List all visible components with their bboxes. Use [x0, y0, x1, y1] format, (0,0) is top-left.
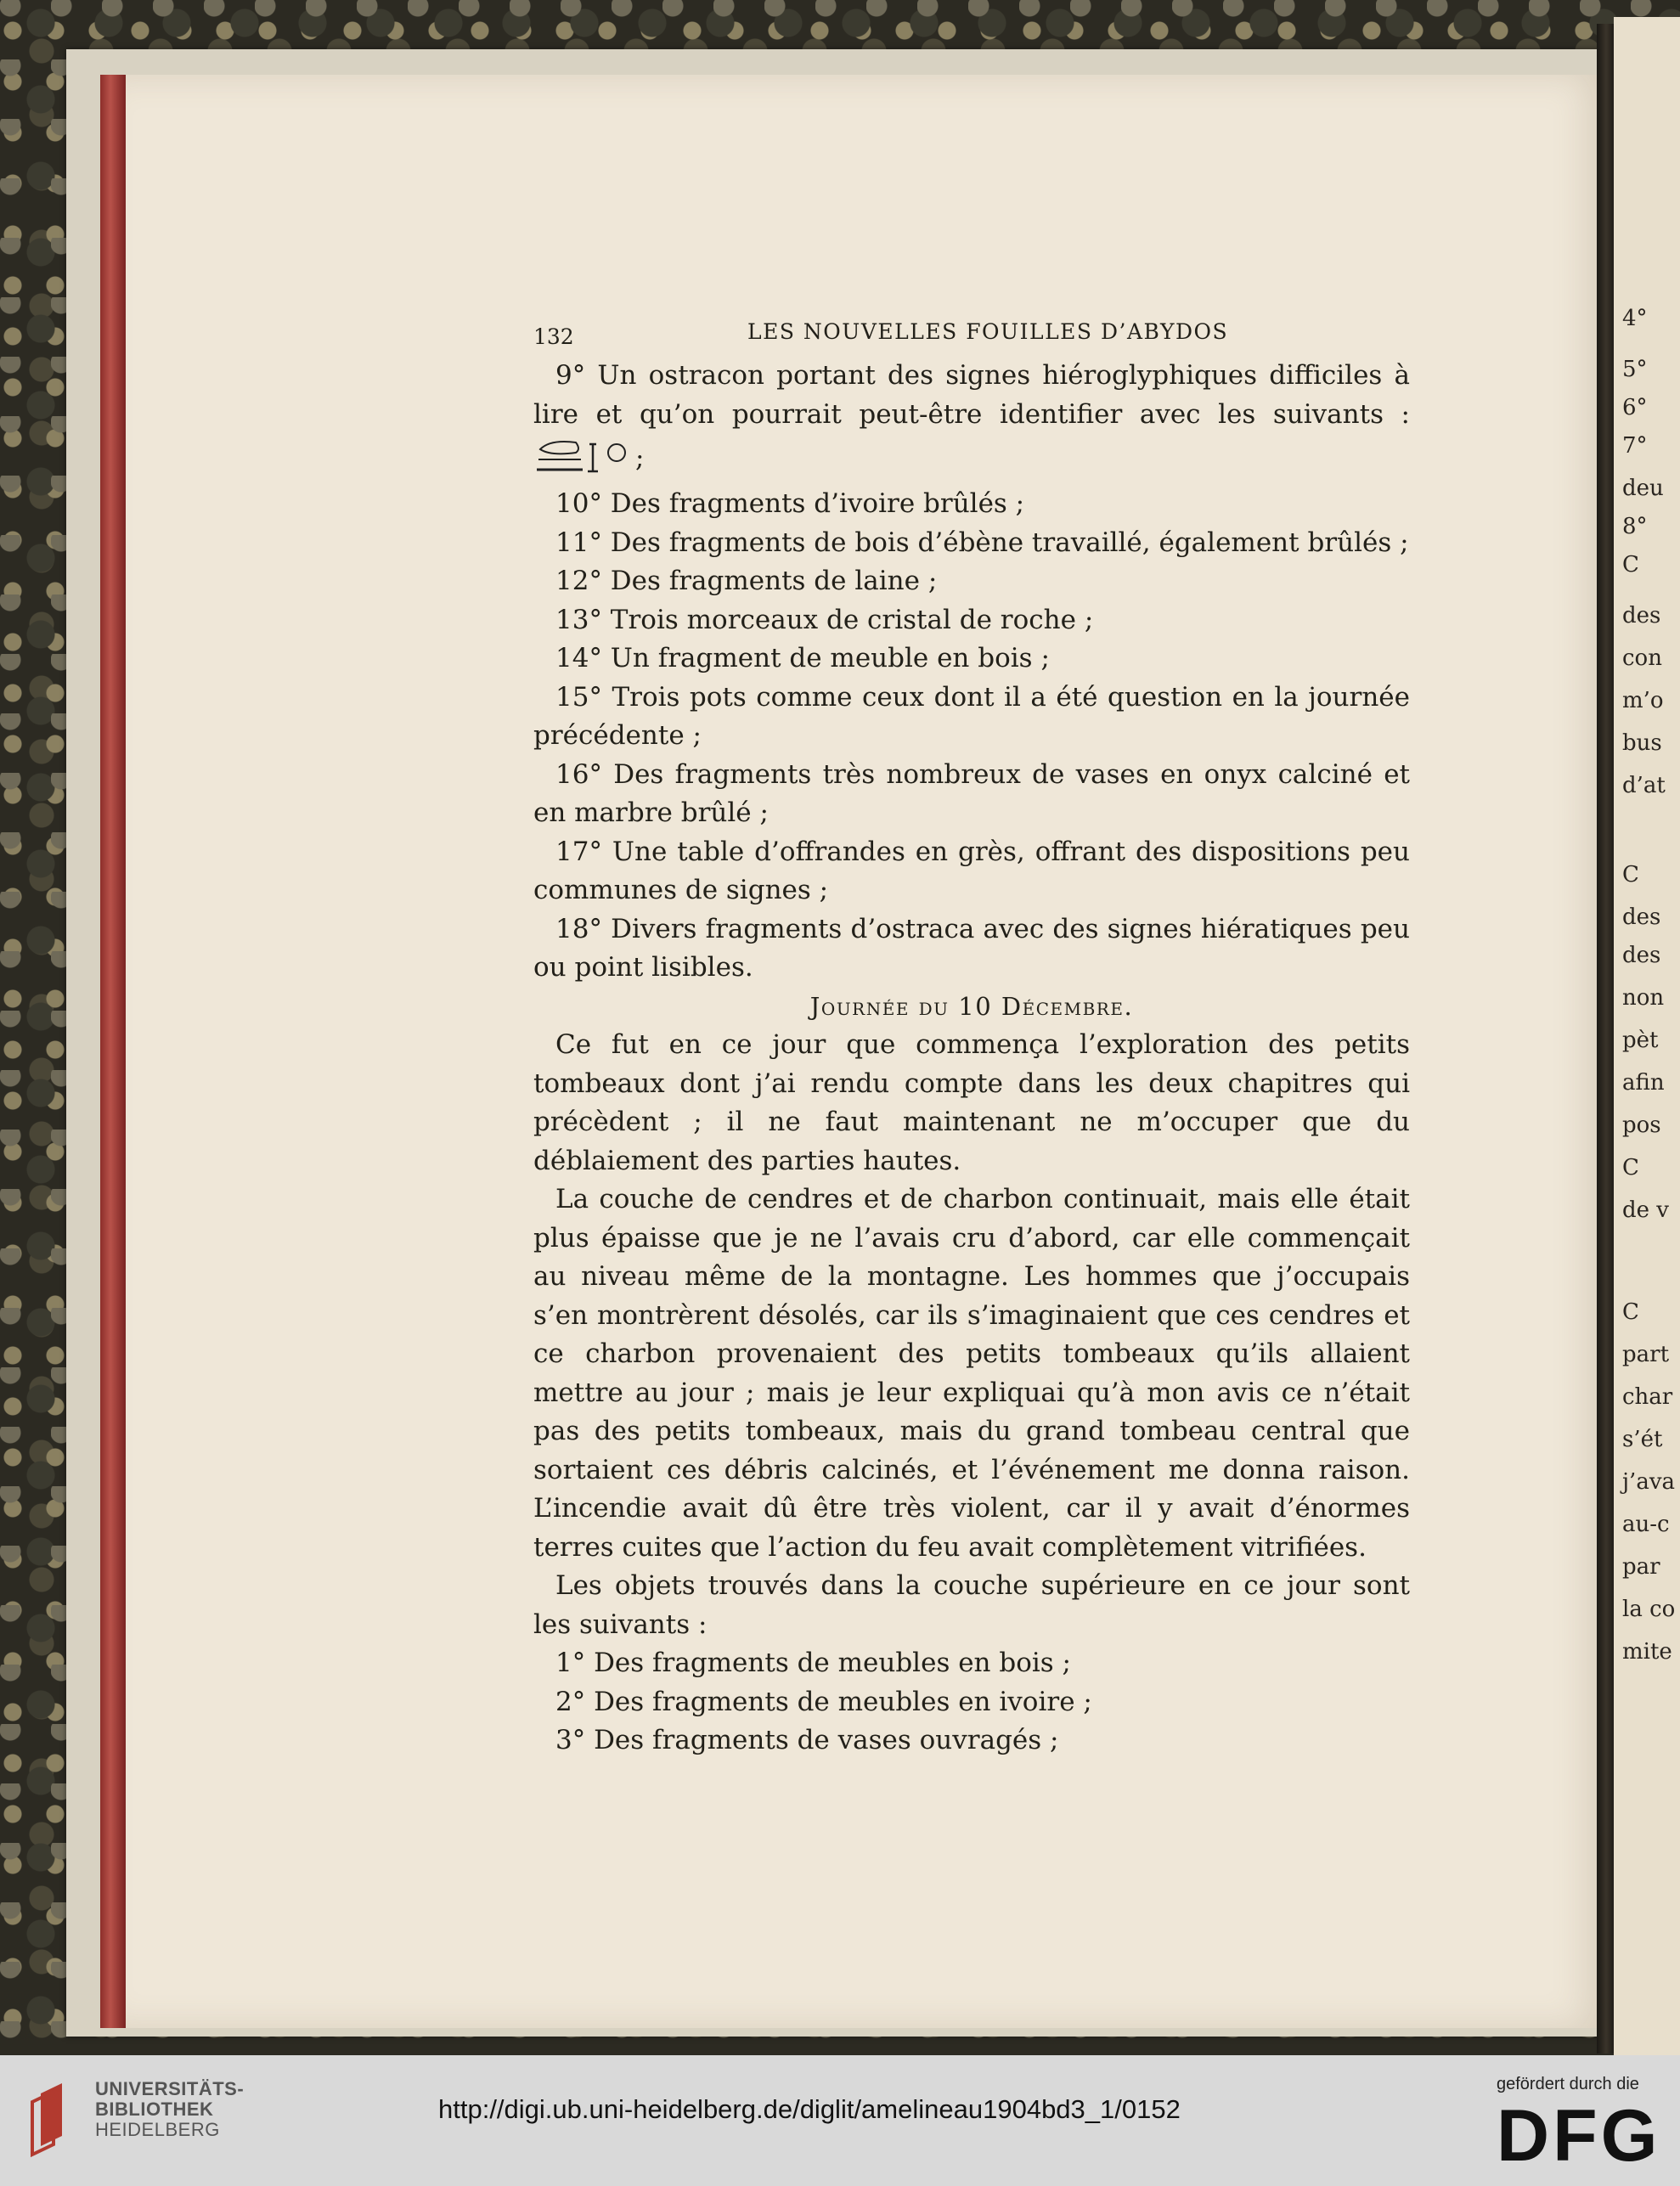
facing-page-fragment: des [1622, 904, 1661, 930]
red-page-edge [100, 75, 126, 2028]
facing-page-fragment: des [1622, 943, 1661, 968]
facing-page-fragment: afin [1622, 1070, 1665, 1096]
list-item: 3° Des fragments de vases ouvragés ; [555, 1725, 1059, 1755]
list-item: 12° Des fragments de laine ; [555, 566, 938, 596]
funding-note: gefördert durch die [1497, 2075, 1639, 2093]
facing-page-fragment: con [1622, 645, 1662, 671]
facing-page-fragment: C [1622, 1299, 1639, 1325]
facing-page-fragment: 4° [1622, 306, 1648, 331]
dfg-logo: DFG [1497, 2095, 1661, 2177]
facing-page-fragment: mite [1622, 1639, 1672, 1665]
facing-page-fragment: char [1622, 1384, 1673, 1410]
facing-page-fragment: 7° [1622, 433, 1648, 459]
list-item: 10° Des fragments d’ivoire brûlés ; [555, 488, 1025, 519]
page-body [533, 357, 1410, 1761]
facing-page-fragment: pèt [1622, 1028, 1659, 1053]
facing-page-fragment: non [1622, 985, 1665, 1011]
list-item-text: 9° Un ostracon portant des signes hiéroglyphiques difficiles à lire et qu’on pourrait peut-être identifier avec les suivants : [533, 360, 1410, 430]
facing-page-fragment: pos [1622, 1113, 1661, 1138]
facing-page-fragment: 5° [1622, 357, 1648, 382]
facing-page-fragment: C [1622, 552, 1639, 577]
list-item-punct: ; [635, 442, 645, 474]
facing-page-fragment: s’ét [1622, 1427, 1663, 1452]
paragraph: La couche de cendres et de charbon continuait, mais elle était plus épaisse que je ne l’avais cru d’abord, car elle commençait au niveau même de la montagne. Les hommes que j’occupais s’en montrèrent désolés, car ils s’imaginaient que ces cendres et ce charbon provenaient des petits tombeaux qu’ils allaient mettre au jour ; mais je leur expliquai qu’à mon avis ce n’était pas des petits tombeaux, mais du grand tombeau central que sortaient ces débris calcinés, et l’événement me donna raison. L’incendie avait dû être très violent, car il y avait d’énormes terres cuites que l’action du feu avait complètement vitrifiées. [533, 1184, 1410, 1563]
facing-page-fragment: de v [1622, 1197, 1669, 1223]
facing-page-fragment: part [1622, 1342, 1670, 1367]
facing-page-fragment: la co [1622, 1597, 1676, 1622]
university-name [95, 2079, 244, 2140]
facing-page-fragment: des [1622, 603, 1661, 628]
list-item: 2° Des fragments de meubles en ivoire ; [555, 1686, 1092, 1717]
list-item: 14° Un fragment de meuble en bois ; [555, 643, 1050, 673]
facing-page-fragment: au-c [1622, 1512, 1670, 1537]
paragraph: Les objets trouvés dans la couche supérieure en ce jour sont les suivants : [533, 1570, 1410, 1640]
facing-page-fragment: C [1622, 862, 1639, 887]
list-item: 15° Trois pots comme ceux dont il a été question en la journée précédente ; [533, 681, 1410, 751]
list-item: 16° Des fragments très nombreux de vases en onyx calciné et en marbre brûlé ; [533, 758, 1410, 828]
page-number: 132 [533, 324, 574, 349]
running-title: LES NOUVELLES FOUILLES D’ABYDOS [747, 319, 1229, 344]
facing-page-fragment: m’o [1622, 688, 1664, 713]
institution-line: HEIDELBERG [95, 2119, 220, 2140]
facing-page-fragment: d’at [1622, 773, 1666, 798]
list-item: 11° Des fragments de bois d’ébène travaillé, également brûlés ; [555, 527, 1409, 558]
facing-page-fragment: 6° [1622, 395, 1648, 420]
university-logo-icon [15, 2076, 92, 2161]
permalink[interactable]: http://digi.ub.uni-heidelberg.de/diglit/amelineau1904bd3_1/0152 [438, 2094, 1181, 2124]
facing-page-fragment: deu [1622, 476, 1664, 501]
list-item: 13° Trois morceaux de cristal de roche ; [555, 604, 1094, 635]
list-item-9 [533, 357, 1410, 485]
facing-page [1614, 17, 1680, 2055]
list-item: 18° Divers fragments d’ostraca avec des signes hiératiques peu ou point lisibles. [533, 913, 1410, 983]
institution-line: BIBLIOTHEK [95, 2099, 214, 2120]
section-heading: Journée du 10 Décembre. [809, 991, 1134, 1021]
facing-page-fragment: par [1622, 1554, 1660, 1580]
institution-line: UNIVERSITÄTS- [95, 2078, 245, 2099]
hieroglyph-figure [533, 434, 635, 485]
list-item: 1° Des fragments de meubles en bois ; [555, 1648, 1071, 1678]
facing-page-fragment: j’ava [1622, 1469, 1676, 1495]
facing-page-fragment: 8° [1622, 514, 1648, 539]
list-item: 17° Une table d’offrandes en grès, offrant des dispositions peu communes de signes ; [533, 836, 1410, 905]
facing-page-fragment: C [1622, 1155, 1639, 1180]
facing-page-fragment: bus [1622, 730, 1662, 756]
book-gutter [1597, 24, 1615, 2054]
paragraph: Ce fut en ce jour que commença l’exploration des petits tombeaux dont j’ai rendu compte dans les deux chapitres qui précèdent ; il ne faut maintenant ne m’occuper que du déblaiement des parties hautes. [533, 1029, 1410, 1176]
